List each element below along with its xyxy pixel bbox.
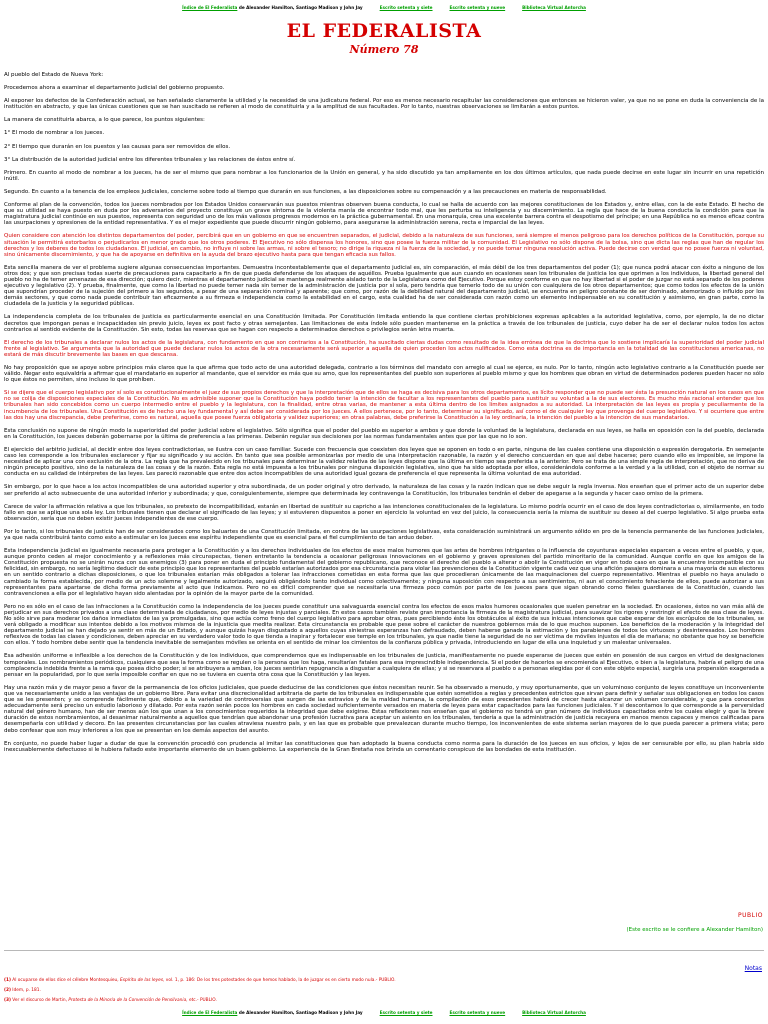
article-paragraph: En conjunto, no puede haber lugar a dudar de que la convención procedió con prudencia al imitar las constituciones que han adoptado la buena conducta como norma para la duración de los jueces en sus oficios, y lejos de ser censurable por ello, su plan habría sido inexcusablemente defectuoso si le hubiera faltado este importante elemento de un buen gobierno. La experiencia de la Gran Bretaña nos brinda un comentario conspicuo de las bondades de esta institución.	[4, 740, 764, 753]
index-link[interactable]: Índice de El Federalista	[182, 5, 238, 10]
article-paragraph: La independencia completa de los tribunales de justicia es particularmente esencial en una Constitución limitada. Por Constitución limitada entiendo la que contiene ciertas prohibiciones expresas aplicables a la autoridad legislativa, como, por ejemplo, la de no dictar decretos que impongan penas e incapacidades sin previo juicio, leyes ex post facto y otras semejantes. Las limitaciones de esta índole sólo pueden mantenerse en la práctica a través de los tribunales de justicia, cuyo deber ha de ser el declarar nulos todos los actos contrarios al sentido evidente de la Constitución. Sin esto, todas las reservas que se hagan con respecto a determinados derechos o privilegios serán letra muerta.	[4, 314, 764, 333]
signature-name: PUBLIO	[738, 912, 763, 919]
footnote-text: Ver el discurso de Martin,	[12, 998, 67, 1003]
bottom-navigation	[0, 1010, 768, 1016]
authorship-note: (Este escrito se le confiere a Alexander Hamilton)	[626, 927, 763, 933]
article-paragraph: Procedemos ahora a examinar el departamento judicial del gobierno propuesto.	[4, 85, 225, 92]
footnote-text-rest: etc.- PUBLIO.	[188, 998, 217, 1003]
page-subtitle: Número 78	[349, 43, 419, 56]
article-paragraph: Carece de valor la afirmación relativa a que los tribunales, so pretexto de incompatibilidad, estarán en libertad de sustituir su capricho a las intenciones constitucionales de la legislatura. Lo mismo podría ocurrir en el caso de dos leyes contradictorias o, similarmente, en todo fallo en que se aplique una sola ley. Los tribunales tienen que declarar el significado de las leyes; y si estuvieren dispuestos a poner en ejercicio la voluntad en vez del juicio, la consecuencia sería la misma de sustituir su deseo al del cuerpo legislativo. Si algo prueba esta observación, sería que no deben existir jueces independientes de ese cuerpo.	[4, 503, 764, 522]
authors-text: de Alexander Hamilton, Santiago Madison y John Jay	[238, 5, 363, 10]
article-paragraph: Por lo tanto, si los tribunales de justicia han de ser considerados como los baluartes de una Constitución limitada, en contra de las usurpaciones legislativas, esta consideración suministrará un argumento sólido en pro de la tenencia permanente de las funciones judiciales, ya que nada contribuirá tanto como esto a estimular en los jueces ese espíritu independiente que es esencial para el fiel cumplimiento de tan arduo deber.	[4, 528, 764, 541]
footnote-text: Idem, p. 181.	[12, 988, 41, 993]
article-paragraph: Conforme al plan de la convención, todos los jueces nombrados por los Estados Unidos conservarán sus puestos mientras observen buena conducta, lo cual se halla de acuerdo con las mejores constituciones de los Estados y, entre ellas, con la de este Estado. El hecho de que su utilidad se haya puesto en duda por los adversarios del proyecto constituye un grave síntoma de la violenta manía de encontrar todo mal, que les perturba su inteligencia y su discernimiento. La regla que hace de la buena conducta la condición para que la magistratura judicial continúe en sus puestos, representa con seguridad uno de los más valiosos progresos modernos en la práctica gubernamental. En una monarquía, crea una excelente barrera contra el despotismo del príncipe; en una República no es menos eficaz contra las usurpaciones y opresiones de la entidad representativa. Y es el mejor expediente que puede discurrir ningún gobierno, para asegurarse la administración serena, recta e imparcial de las leyes.	[4, 202, 764, 227]
article-paragraph: La manera de constituirla abarca, a lo que parece, los puntos siguientes:	[4, 117, 205, 124]
library-link[interactable]: Biblioteca Virtual Antorcha	[522, 5, 586, 10]
footnote	[4, 988, 764, 994]
index-link-bottom[interactable]: Índice de El Federalista	[182, 1010, 238, 1015]
article-paragraph: 2° El tiempo que durarán en los puestos y las causas para ser removidos de ellos.	[4, 143, 231, 150]
next-essay-link[interactable]: Escrito setenta y nueve	[449, 5, 506, 10]
footnote-text-rest: vol. 1, p. 186: De los tres potestades de que hemos hablado, la de juzgar es en cierto modo nula.- PUBLIO.	[165, 978, 396, 983]
next-essay-link-bottom[interactable]: Escrito setenta y nueve	[449, 1010, 506, 1015]
article-paragraph: Al exponer los defectos de la Confederación actual, se han señalado claramente la utilidad y la necesidad de una judicatura federal. Por eso es menos necesario recapitular las consideraciones que entonces se hicieron valer, ya que no se pone en duda la conveniencia de la institución en abstracto, y que las únicas cuestiones que se han suscitado se refieren al modo de constituirla y a la amplitud de sus facultades. Por lo tanto, nuestras observaciones se limitarán a estos puntos.	[4, 98, 764, 111]
article-paragraph: 3° La distribución de la autoridad judicial entre los diferentes tribunales y las relaciones de éstos entre sí.	[4, 156, 296, 163]
article-paragraph: Hay una razón más y de mayor peso a favor de la permanencia de los oficios judiciales, que puede deducirse de las condiciones que éstos necesitan reunir. Se ha observado a menudo, y muy oportunamente, que un voluminoso conjunto de leyes constituye un inconveniente que va necesariamente unido a las ventajas de un gobierno libre. Para evitar una discrecionalidad arbitraria de parte de los tribunales es indispensable que estén sometidos a reglas y precedentes estrictos que sirvan para definir y señalar sus obligaciones en todos los casos que se les presenten; y se comprende fácilmente que, debido a la variedad de controversias que surgen de las extravíos y de la maldad humana, la compilación de esos precedentes habrá de crecer hasta alcanzar un volumen considerable, y que para conocerlos adecuadamente será preciso un estudio laborioso y dilatado. Por esta razón serán pocos los hombres en cada sociedad suficientemente versados en materia de leyes para estar capacitados para las funciones judiciales. Y si descontamos lo que corresponde a la perversidad natural del género humano, han de ser menos aún los que unan a los conocimientos requeridos la integridad que debe exigirse. Estas reflexiones nos enseñan que el gobierno no tendrá un gran número de individuos capacitados entre los cuales elegir y que la breve duración de estos nombramientos, al desanimar naturalmente a aquellos que tendrían que abandonar una profesión lucrativa para aceptar un asiento en los tribunales, tendería a que la administración de justicia recayera en manos menos capaces y menos calificadas para desempeñarla con utilidad y decoro. En las presentes circunstancias por las cuales atraviesa nuestro país, y en las que es probable que prevalezcan durante mucho tiempo, los inconvenientes de este sistema serían mayores de lo que pueda parecer a primera vista; pero debo confesar que son muy inferiores a los que se presentan en los demás aspectos del asunto.	[4, 684, 764, 734]
article-paragraph: Segundo. En cuanto a la tenencia de los empleos judiciales, concierne sobre todo al tiempo que durarán en sus funciones, a las disposiciones sobre su compensación y a las precauciones en materia de responsabilidad.	[4, 188, 607, 195]
footnote-reference[interactable]: Espíritu de las leyes,	[120, 978, 165, 983]
footnote-reference[interactable]: Protesta de la Minoría de la Convención de Pensilvania,	[68, 998, 188, 1003]
divider	[4, 950, 764, 951]
article-paragraph: Esa adhesión uniforme e inflexible a los derechos de la Constitución y de los individuos, que comprendemos que es indispensable en los tribunales de justicia, manifiestamente no puede esperarse de jueces que estén en posesión de sus cargos en virtud de designaciones temporales. Los nombramientos periódicos, cualquiera que sea la forma como se regulen o la persona que los haga, resultarían fatales para esa imprescindible independencia. Si el poder de hacerlos se encomienda al Ejecutivo, o bien a la legislatura, habría el peligro de una complacencia indebida frente a la rama que posea dicho poder; si se atribuyera a ambas, los jueces sentirían repugnancia a disgustar a cualquiera de ellas; y si se reservara al pueblo o a personas elegidas por él con este objeto especial, surgiría una propensión exagerada a pensar en la popularidad, por lo que sería imposible confiar en que no se tuviera en cuenta otra cosa que la Constitución y las leyes.	[4, 653, 764, 678]
article-paragraph: 1° El modo de nombrar a los jueces.	[4, 130, 105, 137]
article-paragraph: Esta independencia judicial es igualmente necesaria para proteger a la Constitución y a los derechos individuales de los efectos de esos malos humores que las artes de hombres intrigantes o la influencia de coyunturas especiales esparcen a veces entre el pueblo, y que, aunque pronto ceden al mejor conocimiento y a reflexiones más circunspectas, tienen entretanto la tendencia a ocasionar peligrosas innovaciones en el gobierno y graves opresiones del partido minoritario de la comunidad. Aunque confío en que los amigos de la Constitución propuesta no se unirán nunca con sus enemigos (3) para poner en duda el principio fundamental del gobierno republicano, que reconoce el derecho del pueblo a alterar o abolir la Constitución en vigor en todo caso en que la encuentre incompatible con su felicidad, sin embargo, no sería legítimo deducir de este principio que los representantes del pueblo estarían autorizados por esa circunstancia para violar las prevenciones de la Constitución vigente cada vez que una afición pasajera dominara a una mayoría de sus electores en un sentido contrario a dichas disposiciones, o que los tribunales estarían más obligados a tolerar las infracciones cometidas en esta forma que las que procedieran únicamente de las maquinaciones del cuerpo representativo. Mientras el pueblo no haya anulado o cambiado la forma establecida, por medio de un acto solemne y legalmente autorizado, seguirá obligándolo tanto individual como colectivamente; y ninguna suposición con respecto a sus sentimientos, ni aun el conocimiento fehaciente de ellos, puede autorizar a sus representantes para apartarse de dicha forma previamente al acto que indicamos. Pero no es difícil comprender que se necesitaría una firmeza poco común por parte de los jueces para que sigan obrando como fieles guardianes de la Constitución, cuando las contravenciones a ella por el legislativo hayan sido alentadas por la opinión de la mayor parte de la comunidad.	[4, 548, 764, 597]
top-navigation	[0, 5, 768, 11]
footnote-number: (3)	[4, 998, 11, 1003]
article-paragraph: Esta sencilla manera de ver el problema sugiere algunas consecuencias importantes. Demuestra incontestablemente que el departamento judicial es, sin comparación, el más débil de los tres departamentos del poder (1); que nunca podrá atacar con éxito a ninguno de los otros dos; y que son precisas todas suerte de precauciones para capacitarlo a fin de que pueda defenderse de los ataques de aquéllos. Prueba igualmente que aun cuando en ocasiones sean los tribunales de justicia los que oprimen a los individuos, la libertad general del pueblo no ha de temer amenazas de esa dirección; quiero decir, mientras el departamento judicial se mantenga realmente aislado tanto de la Legislatura como del Ejecutivo. Porque estoy conforme en que no hay libertad si el poder de juzgar no está separado de los poderes ejecutivo y legislativo (2). Y prueba, finalmente, que como la libertad no puede temer nada sin temer de la administración de justicia por sí sola, pero tendría que temerlo todo de su unión con cualquiera de los otros departamentos; que como todos los efectos de la unión que supondrían proceder de la sujeción del primero a los segundos, a pesar de una separación nominal y aparente; que como, por razón de la debilidad natural del departamento judicial, se encuentra en peligro constante de ser dominado, atemorizado o influido por los demás sectores, y que como nada puede contribuir tan eficazmente a su firmeza e independencia como la estabilidad en el cargo, esta cualidad ha de ser considerada con razón como un elemento indispensable en su constitución y asimismo, en gran parte, como la ciudadela de la justicia y la seguridad públicas.	[4, 264, 764, 308]
footnote-text: Al ocuparse de ellos dice el célebre Montesquieu,	[12, 978, 119, 983]
article-paragraph: Quien considere con atención los distintos departamentos del poder, percibirá que en un gobierno en que se encuentren separados, el judicial, debido a la naturaleza de sus funciones, será siempre el menos peligroso para los derechos políticos de la Constitución, porque su situación le permitirá estorbarlos o perjudicarlos en menor grado que los otros poderes. El Ejecutivo no sólo dispensa los honores, sino que posee la fuerza militar de la comunidad. El Legislativo no sólo dispone de la bolsa, sino que dicta las reglas que han de regular los derechos y los deberes de todos los ciudadanos. El judicial, en cambio, no influye ni sobre las armas, ni sobre el tesoro; no dirige la riqueza ni la fuerza de la sociedad, y no puede tomar ninguna resolución activa. Puede decirse con verdad que no posee fuerza ni voluntad, sino únicamente discernimiento, y que ha de apoyarse en definitiva en la ayuda del brazo ejecutivo hasta para que tengan eficacia sus fallos.	[4, 233, 764, 258]
article-paragraph: No hay proposición que se apoye sobre principios más claros que la que afirma que todo acto de una autoridad delegada, contrario a los términos del mandato con arreglo al cual se ejerce, es nulo. Por lo tanto, ningún acto legislativo contrario a la Constitución puede ser válido. Negar esto equivaldría a afirmar que el mandatario es superior al mandante, que el servidor es más que su amo, que los representantes del pueblo son superiores al pueblo mismo y que los hombres que obran en virtud de determinados poderes pueden hacer no sólo lo que éstos no permiten, sino incluso lo que prohíben.	[4, 365, 764, 384]
footnote	[4, 998, 764, 1004]
article-paragraph: Esta conclusión no supone de ningún modo la superioridad del poder judicial sobre el legislativo. Sólo significa que el poder del pueblo es superior a ambos y que donde la voluntad de la legislatura, declarada en sus leyes, se halla en oposición con la del pueblo, declarada en la Constitución, los jueces deberán gobernarse por la última de preferencia a las primeras. Deberán regular sus decisiones por las normas fundamentales antes que por las que no lo son.	[4, 427, 764, 440]
footnote	[4, 978, 764, 984]
article-paragraph: El derecho de los tribunales a declarar nulos los actos de la legislatura, con fundamento en que son contrarios a la Constitución, ha suscitado ciertas dudas como resultado de la idea errónea de que la doctrina que lo sostiene implicaría la superioridad del poder judicial frente al legislativo. Se argumenta que la autoridad que puede declarar nulos los actos de la otra necesariamente será superior a aquella de quien proceden los actos nulificados. Como esta doctrina es de importancia en la totalidad de las constituciones americanas, no estará de más discutir brevemente las bases en que descansa.	[4, 339, 764, 358]
footnotes	[4, 978, 764, 1008]
article-paragraph: El ejercicio del arbitrio judicial, al decidir entre dos leyes contradictorias, se ilustra con un caso familiar. Sucede con frecuencia que coexisten dos leyes que se oponen en todo o en parte, ninguna de las cuales contiene una disposición o expresión derogatoria. En semejante caso les corresponde a los tribunales esclarecer y fijar su significado y su acción. En tanto que sea posible armonizarlas por medio de una interpretación razonable, la razón y el derecho concuerdan en que así debe hacerse; pero cuando ello es imposible, se impone la necesidad de aplicar una con exclusión de la otra. La regla que ha prevalecido en los tribunales para determinar la validez relativa de las leyes dispone que la última en tiempo sea preferida a la anterior. Pero se trata de una simple regla de interpretación, que no deriva de ningún precepto positivo, sino de la naturaleza de las cosas y de la razón. Esta regla no está impuesta a los tribunales por ninguna disposición legislativa, sino que ha sido adoptada por ellos, considerándola conforme a la verdad y a la utilidad, con el objeto de normar su conducta en su calidad de intérpretes de las leyes. Les pareció razonable que entre dos actos incompatibles de una autoridad igual gozara de preferencia el que representa la última voluntad de esa autoridad.	[4, 446, 764, 478]
article-paragraph: Al pueblo del Estado de Nueva York:	[4, 72, 104, 78]
article-body	[4, 72, 764, 760]
article-paragraph: Primero. En cuanto al modo de nombrar a los jueces, ha de ser el mismo que para nombrar a los funcionarios de la Unión en general, y ha sido discutido ya tan ampliamente en los dos últimos artículos, que nada puede decirse en este lugar sin incurrir en una repetición inútil.	[4, 169, 764, 182]
article-paragraph: Sin embargo, por lo que hace a los actos incompatibles de una autoridad superior y otra subordinada, de un poder original y otro derivado, la naturaleza de las cosas y la razón indican que se debe seguir la regla inversa. Nos enseñan que el primer acto de un superior debe ser preferido al acto subsecuente de una autoridad inferior y subordinada; y que, consiguientemente, siempre que determinada ley contravenga la Constitución, los tribunales tendrán el deber de apegarse a la segunda y hacer caso omiso de la primera.	[4, 484, 764, 497]
notes-heading-link[interactable]: Notas	[744, 965, 762, 972]
previous-essay-link-bottom[interactable]: Escrito setenta y siete	[379, 1010, 433, 1015]
footnote-number: (2)	[4, 988, 11, 993]
article-paragraph: Pero no es sólo en el caso de las infracciones a la Constitución como la independencia de los jueces puede constituir una salvaguarda esencial contra los efectos de esos malos humores ocasionales que suelen penetrar en la sociedad. En ocasiones, éstos no van más allá de perjudicar en sus derechos privados a una clase determinada de ciudadanos, por medio de leyes injustas y parciales. En estos casos también reviste gran importancia la firmeza de la magistratura judicial, para suavizar los rigores y restringir el efecto de esa clase de leyes. No sólo sirve para moderar los daños inmediatos de las ya promulgadas, sino que actúa como freno del cuerpo legislativo para aprobar otras, pues percibiendo éste los obstáculos al éxito de sus inicuas intenciones que cabe esperar de los escrúpulos de los tribunales, se verá obligado a modificar sus intentos debido a los motivos mismos de la injusticia que medita realizar. Esta circunstancia es probable que pese sobre el carácter de nuestros gobiernos más de lo que muchos suponen. Los beneficios de la moderación y la integridad del departamento judicial se han dejado ya sentir en más de un Estado, y aunque quizás hayan disgustado a aquellos cuyas siniestras esperanzas han defraudado, deben haberse ganado la estimación y los parabienes de todos los virtuosos y desinteresados. Los hombres reflexivos de todas las clases y condiciones, deben apreciar en su verdadero valor todo lo que tienda a inspirar y fortalecer ese temple en los tribunales, ya que nadie tiene la seguridad de no ser víctima de móviles injustos el día de mañana; no obstante que hoy se beneficie con ellos. Y todo hombre debe sentir que la tendencia inevitable de semejantes móviles se orienta en el sentido de minar los cimientos de la confianza pública y privada, introduciendo en lugar de ella una inquietud y un malestar universales.	[4, 603, 764, 647]
footnote-number: (1)	[4, 978, 11, 983]
page-title: EL FEDERALISTA	[286, 20, 482, 42]
article-paragraph: Si se dijere que el cuerpo legislativo por sí solo es constitucionalmente el juez de sus propios derechos y que la interpretación que de ellos se haga es decisiva para los otros departamentos, es lícito responder que no puede ser ésta la presunción natural en los casos en que no se colija de disposiciones especiales de la Constitución. No es admisible suponer que la Constitución haya podido tener la intención de facultar a los representantes del pueblo para sustituir su voluntad a la de sus electores. Es mucho más racional entender que los tribunales han sido concebidos como un cuerpo intermedio entre el pueblo y la legislatura, con la finalidad, entre otras varias, de mantener a esta última dentro de los límites asignados a su autoridad. La interpretación de las leyes es propia y peculiarmente de la incumbencia de los tribunales. Una Constitución es de hecho una ley fundamental y así debe ser considerada por los jueces. A ellos pertenece, por lo tanto, determinar su significado, así como el de cualquier ley que provenga del cuerpo legislativo. Y si ocurriere que entre las dos hay una discrepancia, debe preferirse, como es natural, aquella que posee fuerza obligatoria y validez superiores; en otras palabras, debe preferirse la Constitución a la ley ordinaria, la intención del pueblo a la intención de sus mandatarios.	[4, 390, 764, 421]
library-link-bottom[interactable]: Biblioteca Virtual Antorcha	[522, 1010, 586, 1015]
authors-text-bottom: de Alexander Hamilton, Santiago Madison y John Jay	[238, 1010, 363, 1015]
previous-essay-link[interactable]: Escrito setenta y siete	[379, 5, 433, 10]
